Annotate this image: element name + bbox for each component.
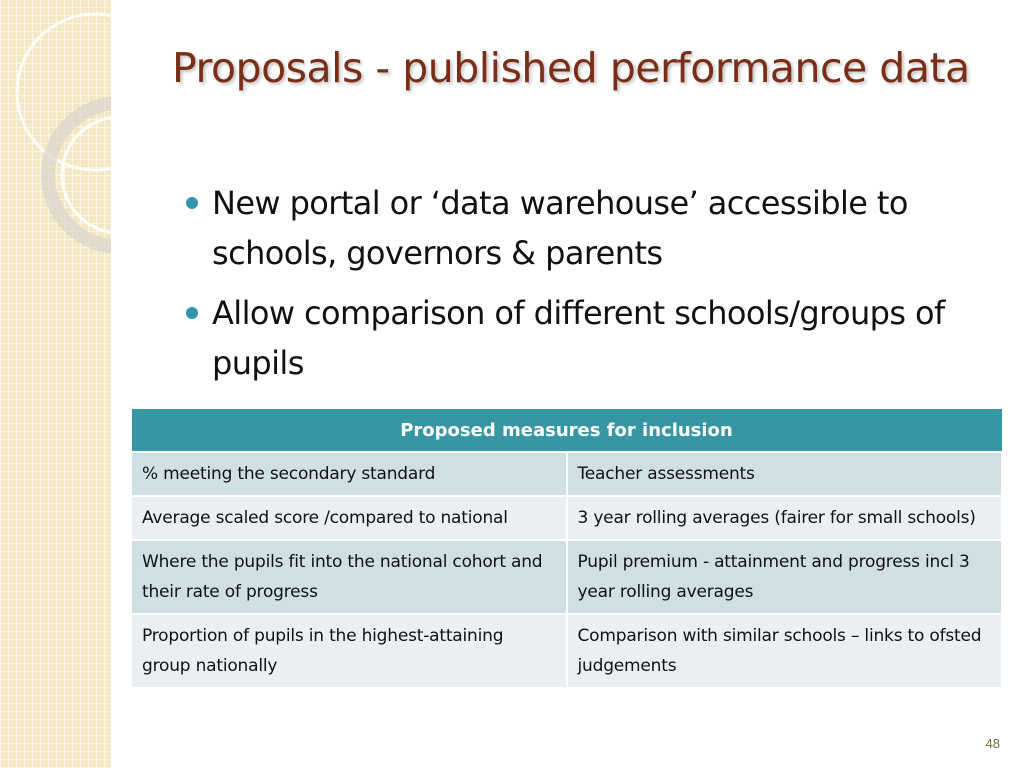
bullet-list [186, 178, 1006, 398]
decorative-side-strip [0, 0, 114, 768]
table-cell: Proportion of pupils in the highest-attaining group nationally [131, 614, 567, 688]
table-cell: % meeting the secondary standard [131, 452, 567, 496]
table-cell: Pupil premium - attainment and progress incl 3 year rolling averages [567, 540, 1003, 614]
bullet-text: Allow comparison of different schools/groups of pupils [212, 294, 945, 382]
table-cell: Where the pupils fit into the national cohort and their rate of progress [131, 540, 567, 614]
bullet-text: New portal or ‘data warehouse’ accessible to schools, governors & parents [212, 184, 908, 272]
bullet-dot-icon [186, 197, 198, 209]
bullet-dot-icon [186, 307, 198, 319]
bullet-item [186, 288, 1006, 388]
table-row [131, 496, 1002, 540]
table-cell: Average scaled score /compared to national [131, 496, 567, 540]
strip-edge [111, 0, 114, 768]
table-row [131, 452, 1002, 496]
table-cell: Comparison with similar schools – links to ofsted judgements [567, 614, 1003, 688]
table-cell: 3 year rolling averages (fairer for small schools) [567, 496, 1003, 540]
decorative-circles [0, 0, 114, 768]
slide-title: Proposals - published performance data [172, 44, 970, 92]
table-cell: Teacher assessments [567, 452, 1003, 496]
table-header-row [131, 409, 1002, 453]
bullet-item [186, 178, 1006, 278]
page-number: 48 [985, 736, 1000, 751]
table-row [131, 540, 1002, 614]
table-row [131, 614, 1002, 688]
table-header: Proposed measures for inclusion [131, 409, 1002, 453]
measures-table [130, 408, 1003, 689]
